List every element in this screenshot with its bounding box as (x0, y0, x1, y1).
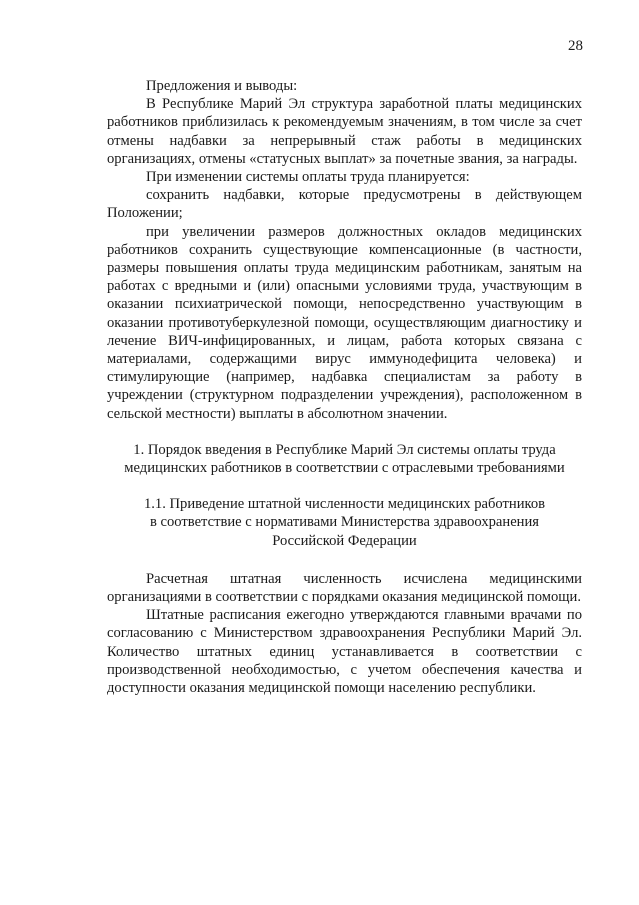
spacer (107, 423, 582, 441)
page-number: 28 (568, 38, 583, 54)
section-1-heading-line-1: 1. Порядок введения в Республике Марий Эл системы оплаты труда (133, 441, 556, 458)
section-1-1-paragraph-1: Расчетная штатная численность исчислена медицинскими организациями в соответствии с порядками оказания медицинской помощи. (107, 570, 582, 606)
spacer (107, 550, 582, 570)
spacer (107, 477, 582, 495)
section-1-heading (107, 441, 582, 477)
section-1-1-paragraph-2: Штатные расписания ежегодно утверждаются главными врачами по согласованию с Министерством здравоохранения Республики Марий Эл. Количество штатных единиц устанавливается в соответствии с производственной необходимостью, с учетом обеспечения качества и доступности оказания медицинской помощи населению республики. (107, 607, 582, 697)
section-1-1-heading-line-3: Российской Федерации (272, 532, 417, 549)
conclusions-title: Предложения и выводы: (146, 78, 298, 94)
conclusions-paragraph-4: при увеличении размеров должностных окладов медицинских работников сохранить существующие компенсационные (в частности, размеры повышения оплаты труда медицинским работникам, занятым на работах с вредными и (или) опасными условиями труда, участвующим в оказании психиатрической помощи, непосредственно участвующим в оказании противотуберкулезной помощи, осуществляющим диагностику и лечение ВИЧ-инфицированных, и лицам, работа которых связана с материалами, содержащими вирус иммунодефицита человека) и стимулирующие (например, надбавка специалистам за работу в учреждении (структурном подразделении учреждения), расположенном в сельской местности) выплаты в абсолютном значении. (107, 223, 582, 422)
conclusions-paragraph-3: сохранить надбавки, которые предусмотрены в действующем Положении; (107, 187, 582, 222)
conclusions-paragraph-1: В Республике Марий Эл структура заработной платы медицинских работников приблизилась к рекомендуемым значениям, в том числе за счет отмены надбавки за непрерывный стаж работы в медицинских организациях, отмены «статусных выплат» за почетные звания, за награды. (107, 96, 582, 167)
section-1-heading-line-2: медицинских работников в соответствии с отраслевыми требованиями (124, 460, 565, 477)
conclusions-paragraph-2: При изменении системы оплаты труда планируется: (146, 169, 470, 186)
section-1-1-heading-line-1: 1.1. Приведение штатной численности медицинских работников (143, 496, 546, 513)
section-1-1-heading (107, 495, 582, 550)
section-1-1-heading-line-2: в соответствие с нормативами Министерства здравоохранения (149, 514, 540, 531)
document-body (107, 77, 582, 697)
